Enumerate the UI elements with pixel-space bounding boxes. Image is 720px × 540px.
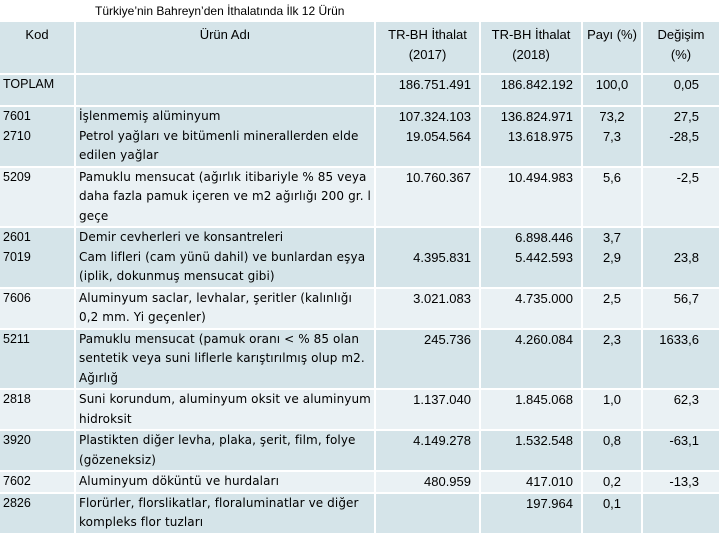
row-2018: 1.532.548 xyxy=(480,430,582,471)
table-row xyxy=(0,288,720,329)
row-kod: 2826 xyxy=(0,493,75,533)
row-2017: 4.149.278 xyxy=(375,430,480,471)
row-degisim: 27,5 -28,5 xyxy=(642,106,720,167)
row-2017: 245.736 xyxy=(375,329,480,390)
row-kod: 2818 xyxy=(0,389,75,430)
total-degisim: 0,05 xyxy=(642,74,720,106)
table-row xyxy=(0,329,720,390)
total-2018: 186.842.192 xyxy=(480,74,582,106)
table-row xyxy=(0,471,720,493)
table-row xyxy=(0,389,720,430)
row-kod: 2601 7019 xyxy=(0,227,75,288)
row-payi: 1,0 xyxy=(582,389,642,430)
row-2017: 1.137.040 xyxy=(375,389,480,430)
row-degisim: -2,5 xyxy=(642,167,720,228)
row-payi: 2,5 xyxy=(582,288,642,329)
row-kod: 7602 xyxy=(0,471,75,493)
row-kod: 5211 xyxy=(0,329,75,390)
row-2017: 10.760.367 xyxy=(375,167,480,228)
row-degisim: 56,7 xyxy=(642,288,720,329)
row-degisim: -63,1 xyxy=(642,430,720,471)
table-row xyxy=(0,167,720,228)
header-row xyxy=(0,22,720,74)
header-degisim: Değişim (%) xyxy=(642,22,720,74)
row-2018: 4.260.084 xyxy=(480,329,582,390)
row-payi: 0,8 xyxy=(582,430,642,471)
row-payi: 0,2 xyxy=(582,471,642,493)
row-degisim: 62,3 xyxy=(642,389,720,430)
row-urun-adi: Suni korundum, aluminyum oksit ve aluminyum hidroksit xyxy=(75,389,375,430)
row-urun-adi: İşlenmemiş alüminyum Petrol yağları ve bitümenli minerallerden elde edilen yağlar xyxy=(75,106,375,167)
row-2017: 480.959 xyxy=(375,471,480,493)
row-urun-adi: Aluminyum saclar, levhalar, şeritler (kalınlığı 0,2 mm. Yi geçenler) xyxy=(75,288,375,329)
table-row xyxy=(0,430,720,471)
table-row xyxy=(0,227,720,288)
row-degisim: 23,8 xyxy=(642,227,720,288)
row-degisim xyxy=(642,493,720,533)
row-2018: 4.735.000 xyxy=(480,288,582,329)
total-name-cell xyxy=(75,74,375,106)
row-2018: 417.010 xyxy=(480,471,582,493)
row-kod: 5209 xyxy=(0,167,75,228)
row-urun-adi: Florürler, florslikatlar, floraluminatlar ve diğer kompleks flor tuzları xyxy=(75,493,375,533)
row-degisim: -13,3 xyxy=(642,471,720,493)
table-row xyxy=(0,493,720,533)
row-urun-adi: Demir cevherleri ve konsantreleri Cam lifleri (cam yünü dahil) ve bunlardan eşya (iplik, dokunmuş mensucat gibi) xyxy=(75,227,375,288)
row-payi: 2,3 xyxy=(582,329,642,390)
header-2017: TR-BH İthalat (2017) xyxy=(375,22,480,74)
row-2018: 10.494.983 xyxy=(480,167,582,228)
row-2018: 197.964 xyxy=(480,493,582,533)
total-row xyxy=(0,74,720,106)
row-kod: 7601 2710 xyxy=(0,106,75,167)
row-2018: 136.824.971 13.618.975 xyxy=(480,106,582,167)
row-urun-adi: Aluminyum döküntü ve hurdaları xyxy=(75,471,375,493)
row-payi: 73,2 7,3 xyxy=(582,106,642,167)
row-2018: 1.845.068 xyxy=(480,389,582,430)
row-2018: 6.898.446 5.442.593 xyxy=(480,227,582,288)
row-2017 xyxy=(375,493,480,533)
row-payi: 5,6 xyxy=(582,167,642,228)
import-table xyxy=(0,22,720,533)
header-2018: TR-BH İthalat (2018) xyxy=(480,22,582,74)
header-kod: Kod xyxy=(0,22,75,74)
row-payi: 0,1 xyxy=(582,493,642,533)
slide-title: Türkiye’nin Bahreyn’den İthalatında İlk 12 Ürün xyxy=(0,0,720,22)
row-kod: 3920 xyxy=(0,430,75,471)
row-2017: 107.324.103 19.054.564 xyxy=(375,106,480,167)
total-2017: 186.751.491 xyxy=(375,74,480,106)
total-payi: 100,0 xyxy=(582,74,642,106)
row-urun-adi: Pamuklu mensucat (pamuk oranı < % 85 olan sentetik veya suni liflerle karıştırılmış olup m2. Ağırlığ xyxy=(75,329,375,390)
row-payi: 3,7 2,9 xyxy=(582,227,642,288)
header-urun-adi: Ürün Adı xyxy=(75,22,375,74)
row-urun-adi: Plastikten diğer levha, plaka, şerit, film, folye (gözeneksiz) xyxy=(75,430,375,471)
row-2017: 4.395.831 xyxy=(375,227,480,288)
row-2017: 3.021.083 xyxy=(375,288,480,329)
header-payi: Payı (%) xyxy=(582,22,642,74)
row-urun-adi: Pamuklu mensucat (ağırlık itibariyle % 85 veya daha fazla pamuk içeren ve m2 ağırlığı 200 gr. l geçe xyxy=(75,167,375,228)
total-label: TOPLAM xyxy=(0,74,75,106)
row-kod: 7606 xyxy=(0,288,75,329)
row-degisim: 1633,6 xyxy=(642,329,720,390)
table-row xyxy=(0,106,720,167)
